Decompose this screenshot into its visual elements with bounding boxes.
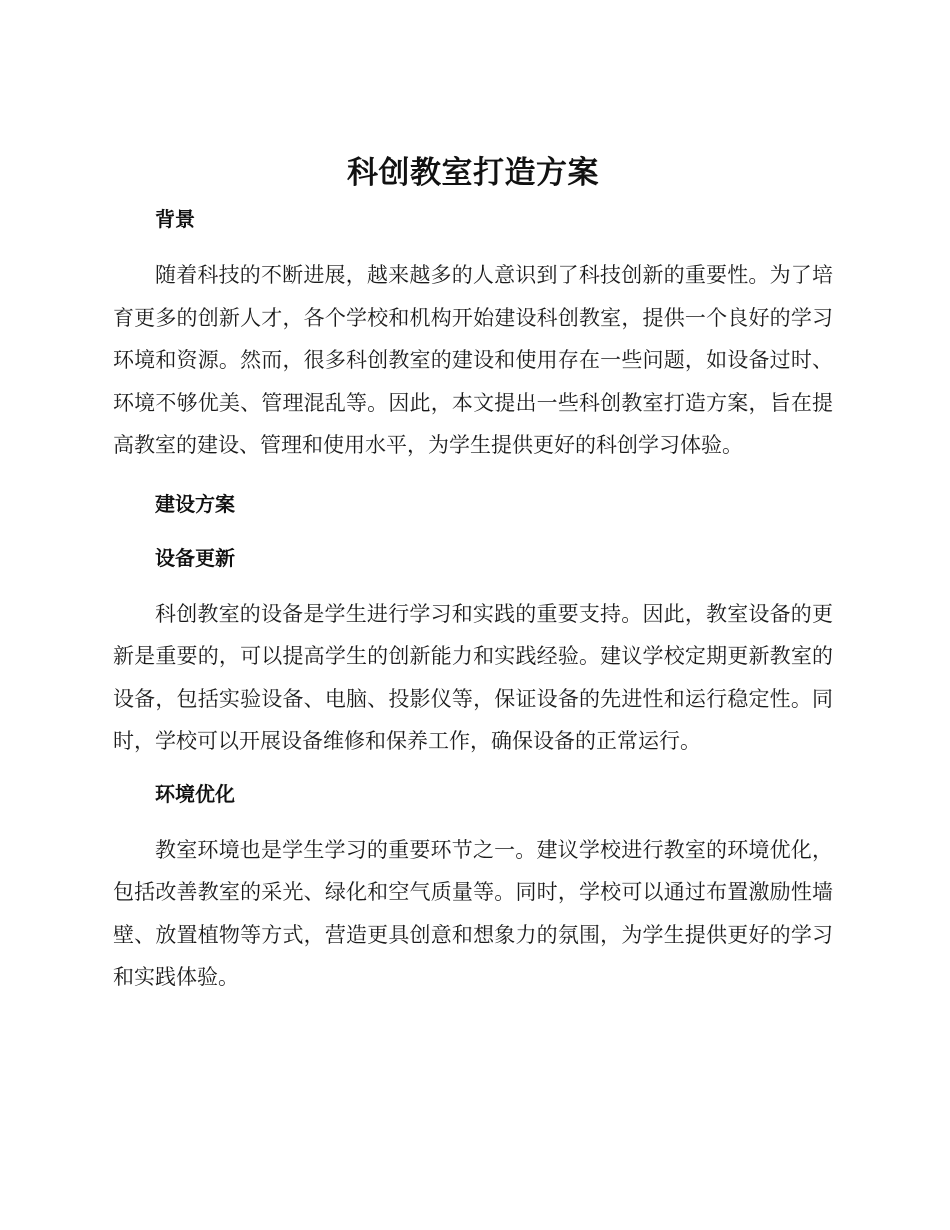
document-body <box>113 148 833 999</box>
heading-environment-optimization: 环境优化 <box>155 781 235 806</box>
document-title: 科创教室打造方案 <box>347 155 599 191</box>
paragraph-environment-optimization: 教室环境也是学生学习的重要环节之一。建议学校进行教室的环境优化，包括改善教室的采光、绿化和空气质量等。同时，学校可以通过布置激励性墙壁、放置植物等方式，营造更具创意和想象力的氛围，为学生提供更好的学习和实践体验。 <box>113 837 833 989</box>
heading-equipment-update: 设备更新 <box>155 545 235 570</box>
paragraph-equipment-update: 科创教室的设备是学生进行学习和实践的重要支持。因此，教室设备的更新是重要的，可以提高学生的创新能力和实践经验。建议学校定期更新教室的设备，包括实验设备、电脑、投影仪等，保证设备的先进性和运行稳定性。同时，学校可以开展设备维修和保养工作，确保设备的正常运行。 <box>113 601 833 753</box>
heading-background: 背景 <box>155 207 195 231</box>
heading-construction-plan: 建设方案 <box>155 491 235 516</box>
paragraph-background: 随着科技的不断进展，越来越多的人意识到了科技创新的重要性。为了培育更多的创新人才，各个学校和机构开始建设科创教室，提供一个良好的学习环境和资源。然而，很多科创教室的建设和使用存在一些问题，如设备过时、环境不够优美、管理混乱等。因此，本文提出一些科创教室打造方案，旨在提高教室的建设、管理和使用水平，为学生提供更好的科创学习体验。 <box>113 263 833 457</box>
